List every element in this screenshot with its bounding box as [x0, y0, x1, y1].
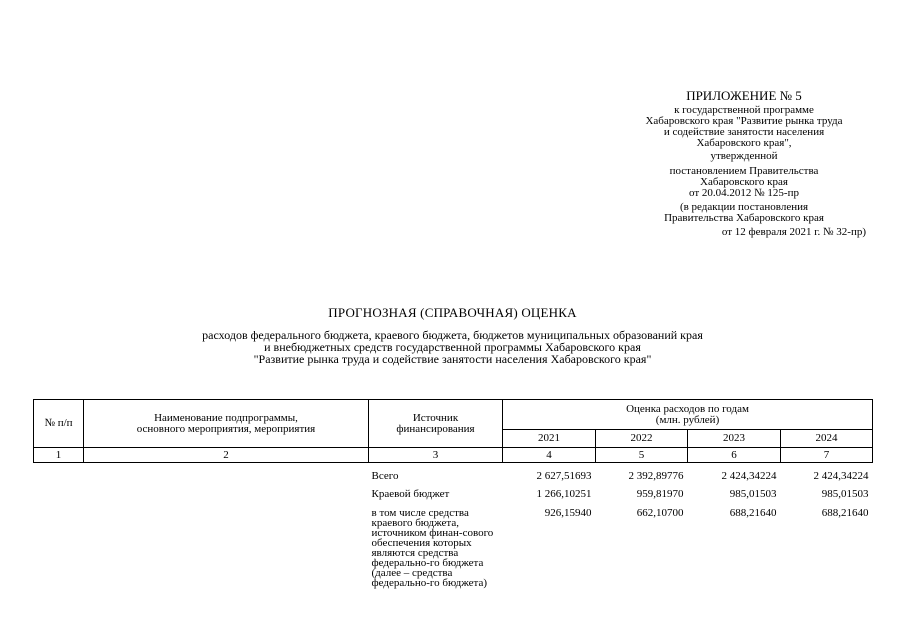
table-cell: [34, 485, 84, 504]
row-value: 2 627,51693: [536, 470, 592, 482]
header-name: Наименование подпрограммы, основного мероприятия, мероприятия: [84, 400, 369, 448]
expenses-table: [33, 399, 873, 588]
row-value: 985,01503: [821, 487, 869, 500]
column-number: 4: [503, 448, 596, 463]
row-value: 1 266,10251: [536, 487, 592, 500]
column-number: 7: [781, 448, 873, 463]
row-value: 2 424,34224: [813, 470, 869, 482]
row-value: 662,10700: [636, 506, 684, 519]
heading-line: и внебюджетных средств государственной программы Хабаровского края: [264, 340, 641, 354]
document-title: ПРОГНОЗНАЯ (СПРАВОЧНАЯ) ОЦЕНКА: [328, 305, 577, 320]
header-source: Источник финансирования: [369, 400, 503, 448]
row-source: Всего: [371, 470, 399, 482]
heading-line: "Развитие рынка труда и содействие занятости населения Хабаровского края": [253, 352, 652, 366]
row-source: в том числе средства краевого бюджета, источником финан-сового обеспечения которых являются средства федерально-го бюджета (далее – средства федерально-го бюджета): [371, 506, 494, 589]
column-number: 6: [688, 448, 781, 463]
row-source: Краевой бюджет: [371, 487, 450, 500]
row-value: 2 392,89776: [628, 470, 684, 482]
document-heading: [0, 305, 905, 365]
column-number: 1: [34, 448, 84, 463]
header-year: 2024: [781, 430, 873, 448]
header-num: № п/п: [34, 400, 84, 448]
row-value: 926,15940: [544, 506, 592, 519]
appendix-line: (в редакции постановления: [679, 201, 809, 213]
table-cell: [34, 463, 84, 485]
row-value: 688,21640: [821, 506, 869, 519]
header-year: 2022: [596, 430, 688, 448]
row-value: 959,81970: [636, 487, 684, 500]
appendix-line: от 20.04.2012 № 125-пр: [689, 187, 799, 199]
appendix-line: Правительства Хабаровского края: [664, 212, 824, 224]
appendix-line: Хабаровского края",: [696, 137, 792, 149]
column-number: 3: [369, 448, 503, 463]
column-number: 5: [596, 448, 688, 463]
header-estimate: Оценка расходов по годам (млн. рублей): [503, 400, 873, 430]
appendix-line: от 12 февраля 2021 г. № 32-пр): [721, 226, 866, 238]
appendix-line: Хабаровского края: [700, 176, 788, 188]
appendix-line: Хабаровского края "Развитие рынка труда: [645, 115, 843, 127]
row-value: 688,21640: [729, 506, 777, 519]
appendix-line: постановлением Правительства: [669, 165, 819, 177]
header-year: 2023: [688, 430, 781, 448]
table-cell: [84, 485, 369, 504]
row-value: 2 424,34224: [721, 470, 777, 482]
appendix-line: к государственной программе: [674, 104, 814, 116]
appendix-line: утвержденной: [710, 150, 778, 162]
table-cell: [84, 463, 369, 485]
appendix-block: [620, 88, 868, 238]
appendix-title: ПРИЛОЖЕНИЕ № 5: [686, 88, 802, 103]
appendix-line: и содействие занятости населения: [663, 126, 825, 138]
table-cell: [84, 504, 369, 588]
column-number: 2: [84, 448, 369, 463]
table-cell: [34, 504, 84, 588]
header-year: 2021: [503, 430, 596, 448]
heading-line: расходов федерального бюджета, краевого бюджета, бюджетов муниципальных образований края: [202, 328, 703, 342]
row-value: 985,01503: [729, 487, 777, 500]
